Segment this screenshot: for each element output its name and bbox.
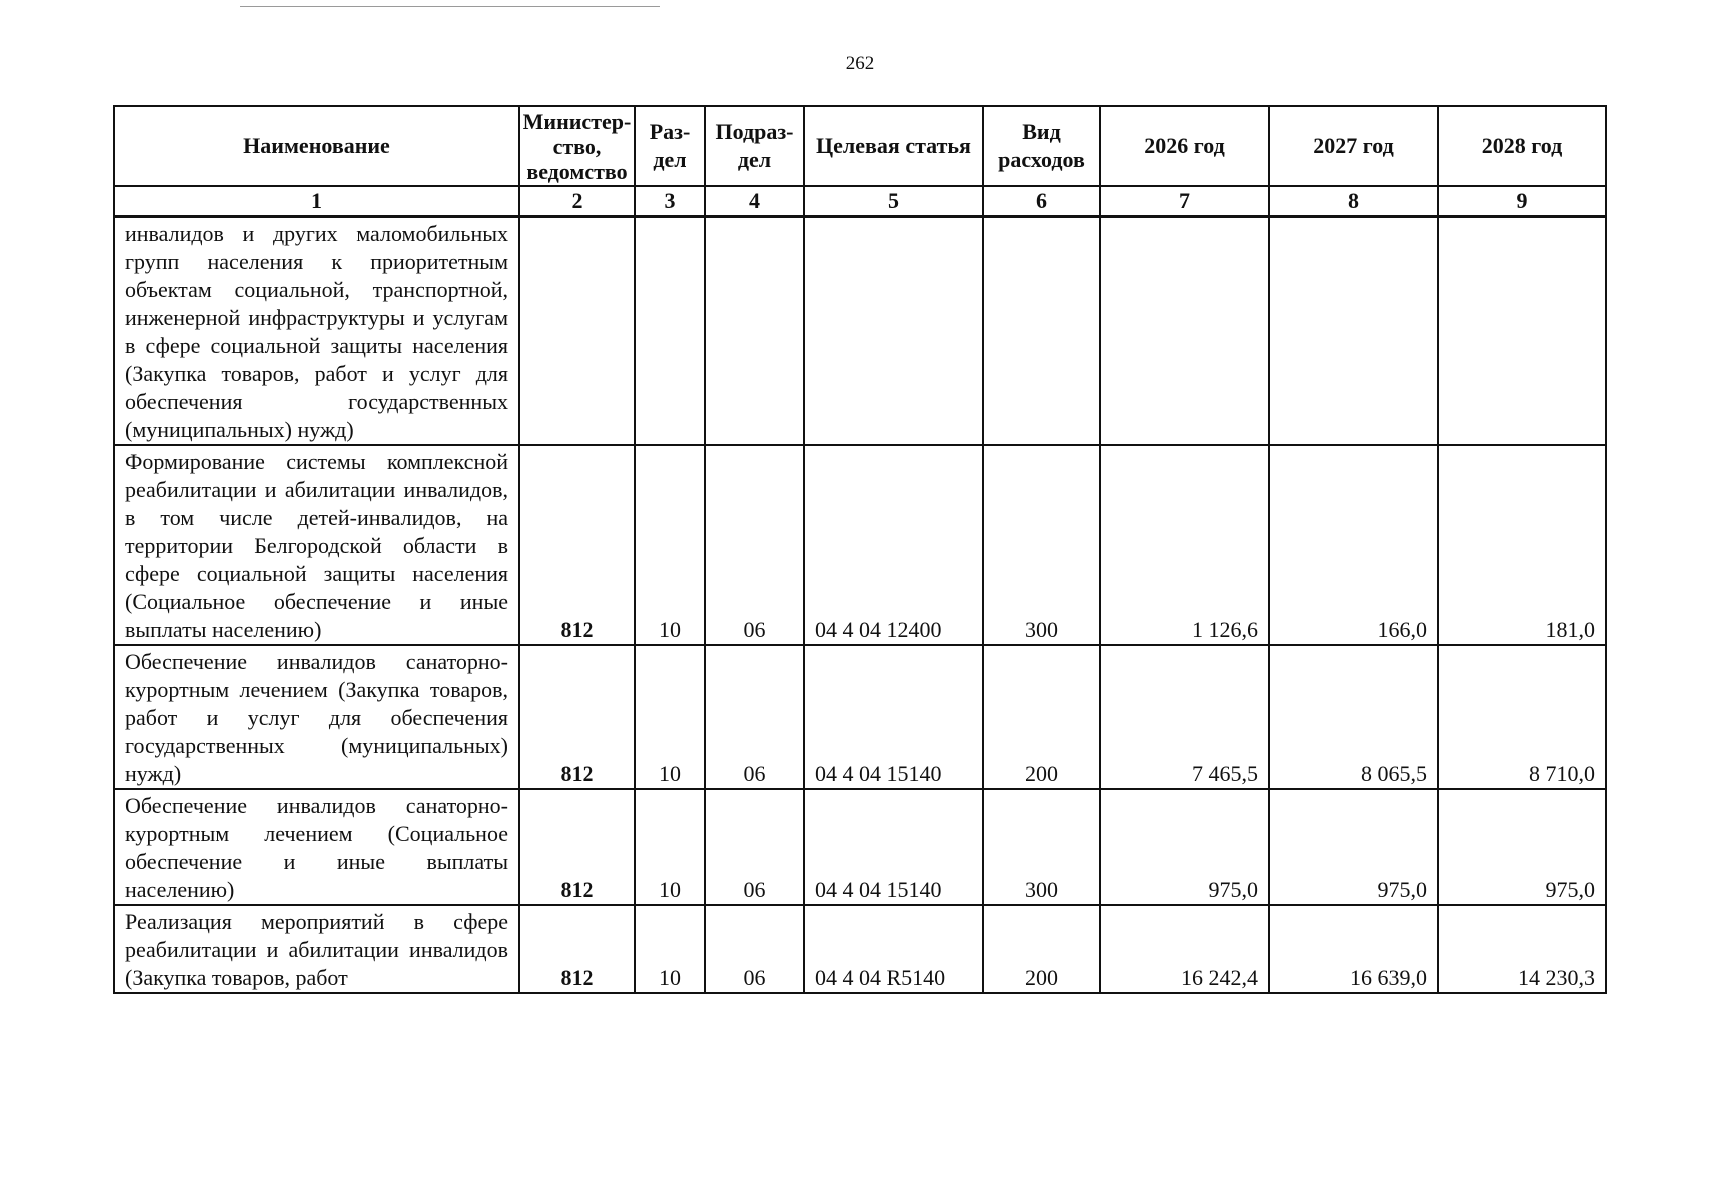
row-subsection <box>705 217 804 446</box>
row-name: Формирование системы комплексной реабилитации и абилитации инвалидов, в том числе детей-инвалидов, на территории Белгородской области в сфере социальной защиты населения (Социальное обеспечение и иные выплаты населению) <box>114 445 519 645</box>
header-ministry: Министер-ство, ведомство <box>519 106 635 186</box>
row-amount-2027: 166,0 <box>1269 445 1438 645</box>
row-target <box>804 217 983 446</box>
row-ministry: 812 <box>519 445 635 645</box>
column-number-row <box>114 186 1606 217</box>
row-amount-2026: 1 126,6 <box>1100 445 1269 645</box>
row-amount-2028 <box>1438 217 1606 446</box>
row-section: 10 <box>635 645 705 789</box>
row-ministry: 812 <box>519 905 635 993</box>
column-number: 8 <box>1269 186 1438 217</box>
row-section: 10 <box>635 789 705 905</box>
row-ministry: 812 <box>519 789 635 905</box>
budget-table <box>113 105 1607 994</box>
table-row <box>114 217 1606 446</box>
row-amount-2027: 16 639,0 <box>1269 905 1438 993</box>
column-number: 9 <box>1438 186 1606 217</box>
row-ministry: 812 <box>519 645 635 789</box>
row-subsection: 06 <box>705 645 804 789</box>
header-year-2028: 2028 год <box>1438 106 1606 186</box>
header-name: Наименование <box>114 106 519 186</box>
row-amount-2026: 7 465,5 <box>1100 645 1269 789</box>
row-expense-type: 300 <box>983 789 1100 905</box>
header-section: Раз-дел <box>635 106 705 186</box>
row-amount-2026: 16 242,4 <box>1100 905 1269 993</box>
row-section: 10 <box>635 905 705 993</box>
header-year-2026: 2026 год <box>1100 106 1269 186</box>
row-expense-type: 200 <box>983 905 1100 993</box>
row-amount-2027: 975,0 <box>1269 789 1438 905</box>
column-number: 5 <box>804 186 983 217</box>
column-number: 6 <box>983 186 1100 217</box>
row-name: Обеспечение инвалидов санаторно-курортным лечением (Социальное обеспечение и иные выплаты населению) <box>114 789 519 905</box>
row-amount-2027 <box>1269 217 1438 446</box>
row-ministry <box>519 217 635 446</box>
row-subsection: 06 <box>705 445 804 645</box>
column-number: 2 <box>519 186 635 217</box>
row-subsection: 06 <box>705 789 804 905</box>
row-amount-2026 <box>1100 217 1269 446</box>
row-target: 04 4 04 15140 <box>804 645 983 789</box>
table-row <box>114 445 1606 645</box>
row-amount-2026: 975,0 <box>1100 789 1269 905</box>
row-target: 04 4 04 R5140 <box>804 905 983 993</box>
top-rule <box>240 6 660 7</box>
column-number: 7 <box>1100 186 1269 217</box>
row-expense-type: 200 <box>983 645 1100 789</box>
table-row <box>114 789 1606 905</box>
row-section: 10 <box>635 445 705 645</box>
row-name: инвалидов и других маломобильных групп населения к приоритетным объектам социальной, транспортной, инженерной инфраструктуры и услугам в сфере социальной защиты населения (Закупка товаров, работ и услуг для обеспечения государственных (муниципальных) нужд) <box>114 217 519 446</box>
row-amount-2027: 8 065,5 <box>1269 645 1438 789</box>
row-name: Обеспечение инвалидов санаторно-курортным лечением (Закупка товаров, работ и услуг для обеспечения государственных (муниципальных) нужд) <box>114 645 519 789</box>
row-name: Реализация мероприятий в сфере реабилитации и абилитации инвалидов (Закупка товаров, работ <box>114 905 519 993</box>
header-expense-type: Вид расходов <box>983 106 1100 186</box>
row-amount-2028: 8 710,0 <box>1438 645 1606 789</box>
row-expense-type <box>983 217 1100 446</box>
header-subsection: Подраз-дел <box>705 106 804 186</box>
column-number: 1 <box>114 186 519 217</box>
column-number: 3 <box>635 186 705 217</box>
column-number: 4 <box>705 186 804 217</box>
header-row <box>114 106 1606 186</box>
row-expense-type: 300 <box>983 445 1100 645</box>
row-target: 04 4 04 12400 <box>804 445 983 645</box>
header-year-2027: 2027 год <box>1269 106 1438 186</box>
row-section <box>635 217 705 446</box>
table-row <box>114 905 1606 993</box>
row-amount-2028: 975,0 <box>1438 789 1606 905</box>
row-subsection: 06 <box>705 905 804 993</box>
row-amount-2028: 14 230,3 <box>1438 905 1606 993</box>
table-row <box>114 645 1606 789</box>
row-target: 04 4 04 15140 <box>804 789 983 905</box>
row-amount-2028: 181,0 <box>1438 445 1606 645</box>
header-target: Целевая статья <box>804 106 983 186</box>
page-number: 262 <box>845 53 875 74</box>
